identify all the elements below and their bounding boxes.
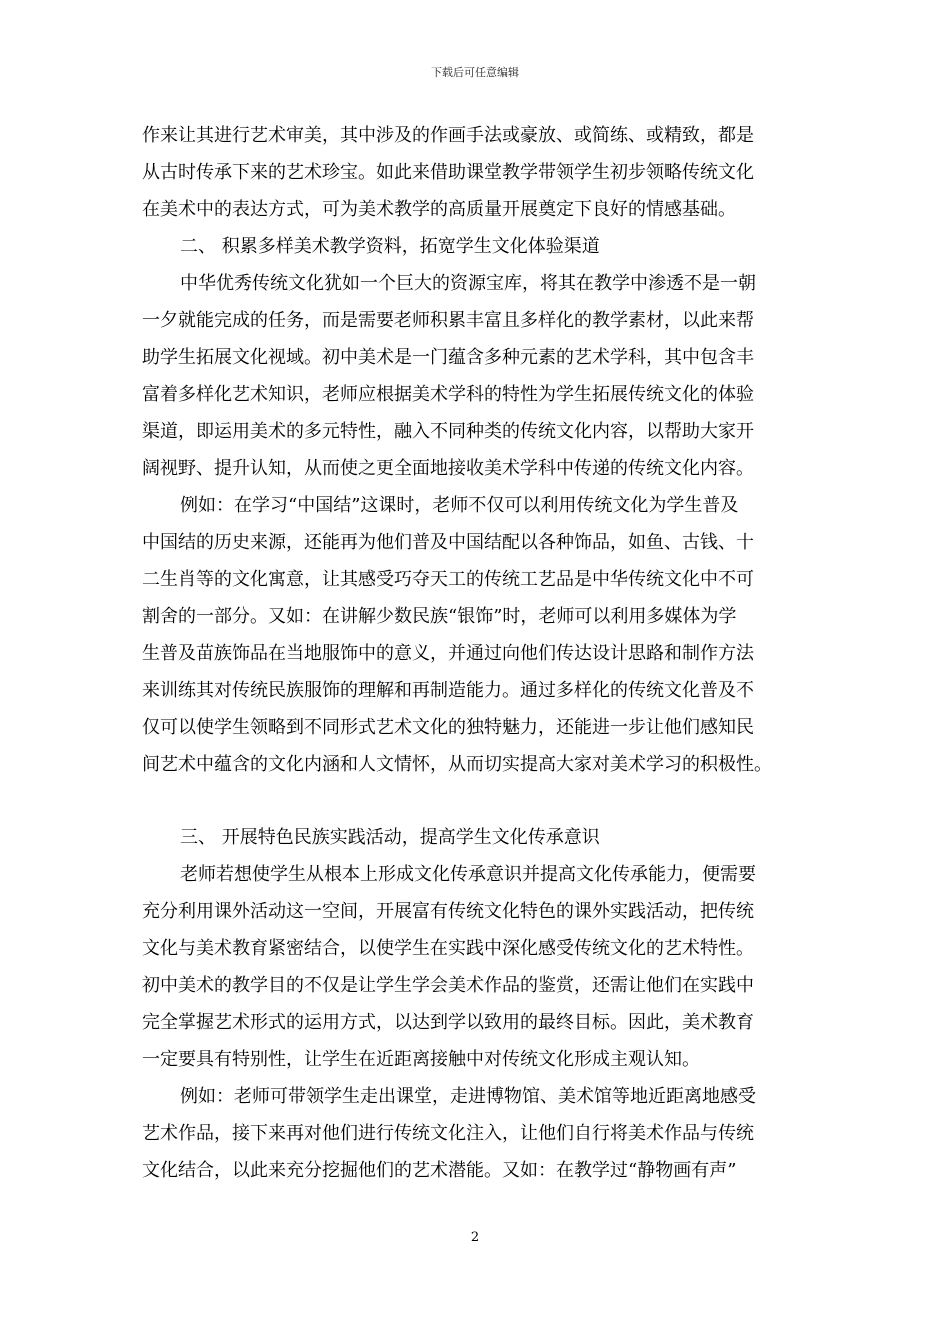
text-line: 在美术中的表达方式，可为美术教学的高质量开展奠定下良好的情感基础。: [142, 199, 736, 220]
text-line: 老师若想使学生从根本上形成文化传承意识并提高文化传承能力，便需要: [180, 864, 756, 885]
text-line: 生普及苗族饰品在当地服饰中的意义，并通过向他们传达设计思路和制作方法: [142, 643, 754, 664]
text-line: 仅可以使学生领略到不同形式艺术文化的独特魅力，还能进一步让他们感知民: [142, 717, 754, 738]
text-line: 初中美术的教学目的不仅是让学生学会美术作品的鉴赏，还需让他们在实践中: [142, 975, 754, 996]
text-line: 中华优秀传统文化犹如一个巨大的资源宝库，将其在教学中渗透不是一朝: [180, 273, 756, 294]
text-line: 例如：在学习“中国结”这课时，老师不仅可以利用传统文化为学生普及: [180, 495, 739, 516]
text-line: 艺术作品，接下来再对他们进行传统文化注入，让他们自行将美术作品与传统: [142, 1123, 754, 1144]
page-header: 下载后可任意编辑: [431, 66, 519, 79]
text-line: 渠道，即运用美术的多元特性，融入不同种类的传统文化内容，以帮助大家开: [142, 421, 754, 442]
text-line: 阔视野、提升认知，从而使之更全面地接收美术学科中传递的传统文化内容。: [142, 458, 754, 479]
text-line: 二生肖等的文化寓意，让其感受巧夺天工的传统工艺品是中华传统文化中不可: [142, 569, 754, 590]
text-line: 一夕就能完成的任务，而是需要老师积累丰富且多样化的教学素材，以此来帮: [142, 310, 754, 331]
section-heading: 三、 开展特色民族实践活动，提高学生文化传承意识: [180, 827, 600, 848]
text-line: 文化与美术教育紧密结合，以使学生在实践中深化感受传统文化的艺术特性。: [142, 938, 754, 959]
text-line: 例如：老师可带领学生走出课堂，走进博物馆、美术馆等地近距离地感受: [180, 1086, 756, 1107]
text-line: 充分利用课外活动这一空间，开展富有传统文化特色的课外实践活动，把传统: [142, 901, 754, 922]
text-line: 割舍的一部分。又如：在讲解少数民族“银饰”时，老师可以利用多媒体为学: [142, 606, 737, 627]
text-line: 完全掌握艺术形式的运用方式，以达到学以致用的最终目标。因此，美术教育: [142, 1012, 754, 1033]
text-line: 从古时传承下来的艺术珍宝。如此来借助课堂教学带领学生初步领略传统文化: [142, 162, 754, 183]
text-line: 作来让其进行艺术审美，其中涉及的作画手法或豪放、或简练、或精致，都是: [142, 125, 754, 146]
text-line: 富着多样化艺术知识，老师应根据美术学科的特性为学生拓展传统文化的体验: [142, 384, 754, 405]
text-line: 中国结的历史来源，还能再为他们普及中国结配以各种饰品，如鱼、古钱、十: [142, 532, 754, 553]
text-line: 一定要具有特别性，让学生在近距离接触中对传统文化形成主观认知。: [142, 1049, 700, 1070]
text-line: 文化结合，以此来充分挖掘他们的艺术潜能。又如：在教学过“静物画有声”: [142, 1160, 737, 1181]
page-number: 2: [470, 1230, 480, 1245]
text-line: 助学生拓展文化视域。初中美术是一门蕴含多种元素的艺术学科，其中包含丰: [142, 347, 754, 368]
section-heading: 二、 积累多样美术教学资料，拓宽学生文化体验渠道: [180, 236, 600, 257]
text-line: 来训练其对传统民族服饰的理解和再制造能力。通过多样化的传统文化普及不: [142, 680, 754, 701]
text-line: 间艺术中蕴含的文化内涵和人文情怀，从而切实提高大家对美术学习的积极性。: [142, 754, 772, 775]
